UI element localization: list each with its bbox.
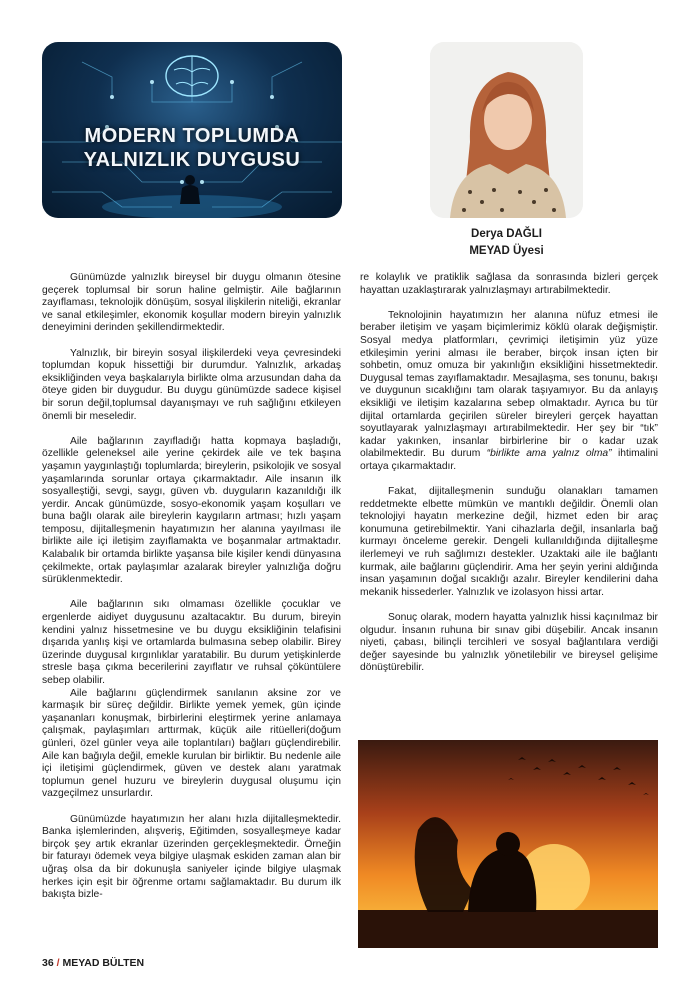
- sunset-illustration: [358, 740, 658, 948]
- paragraph: Aile bağlarının zayıfladığı hatta kopmaya başladığı, özellikle geleneksel aile yerine çekirdek aile ve tek başına yaşamın yaygınlaştığı toplumlarda; bireylerin, psikolojik ve sosyal yaşamlarında sorunlar ortaya çıkarmaktadır. Aile insanın ilk sosyalleştiği, sevgi, saygı, güven vb. duyguların kazanıldığı ilk yerdir. Ancak günümüzde, sosyo-ekonomik yaşam koşulları ve buna bağlı olarak aile bireylerin kaygıların artması; hızlı yaşam temposu, dijitalleşmenin hayatımızın her alanına yayılması ile birlikte aile içi iletişim zayıflamakta ve boşanmalar artmaktadır. Kalabalık bir ortamda birlikte yaşansa bile kişiler kendi dünyasına çekilmekte, ortak paylaşımlar azalarak bireyler yalnızlığa doğru sürüklenmektedir.: [42, 435, 341, 586]
- paragraph: Sonuç olarak, modern hayatta yalnızlık hissi kaçınılmaz bir olgudur. İnsanın ruhuna bir sınav gibi düşebilir. Ancak insanın niyeti, çabası, bilinçli tercihleri ve sosyal bağlantılara verdiği değer sayesinde bu yalnızlık yönetilebilir ve bireysel gelişime dönüştürebilir.: [360, 612, 658, 674]
- quote-after: ihtimalini ortaya çıkarmaktadır.: [360, 448, 658, 472]
- paragraph: re kolaylık ve pratiklik sağlasa da sonrasında bizleri gerçek hayattan uzaklaştırarak yalnızlaşmayı artırabilmektedir.: [360, 272, 658, 296]
- paragraph: Günümüzde yalnızlık bireysel bir duygu olmanın ötesine geçerek toplumsal bir sorun haline gelmiştir. Aile bağlarının zayıflaması, teknolojik dönüşüm, sosyal ilişkilerin niteliği, ekranlar ve sanal etkileşimler, ekonomik koşullar modern bireyin yalnızlık deneyimini derinden şekillendirmektedir.: [42, 272, 341, 334]
- paragraph: Yalnızlık, bir bireyin sosyal ilişkilerdeki veya çevresindeki toplumdan kopuk hissettiği bir durumdur. Yalnızlık, arkadaş eksikliğinden veya başkalarıyla birlikte olma arzusundan daha da öteye giden bir duygudur. Bu duygu günümüzde sadece kişisel bir sorun değil,toplumsal dayanışmayı ve ruh sağlığını etkileyen önemli bir meseledir.: [42, 347, 341, 422]
- quote-italic: “birlikte ama yalnız olma”: [486, 448, 612, 460]
- publication-name: MEYAD BÜLTEN: [62, 957, 145, 969]
- article-column-left: [42, 272, 341, 902]
- hero-title-line2: YALNIZLIK DUYGUSU: [83, 149, 301, 171]
- hero-title: [42, 124, 342, 172]
- author-name: Derya DAĞLI: [471, 228, 542, 240]
- paragraph: Aile bağlarının sıkı olmaması özellikle çocuklar ve ergenlerde aidiyet duygusunu azaltacaktır. Bu durum, bireyin kendini yalnız hissetmesine ve bu duygu eksikliğinin telafisini dışarıda yanlış kişi ve ortamlarda bulmasına sebep olabilir. Birey üzerinde duygusal kırgınlıklar yaratabilir. Bu durum yetişkinlerde stresle başa çıkma becerilerini zayıflatır ve ruhsal çöküntülere sebep olabilir.: [42, 599, 341, 686]
- footer-separator: /: [56, 957, 60, 969]
- paragraph: [360, 310, 658, 474]
- hero-title-line1: MODERN TOPLUMDA: [84, 125, 300, 147]
- paragraph: Fakat, dijitalleşmenin sunduğu olanakları tamamen reddetmekte elbette mümkün ve mantıklı değildir. Önemli olan teknolojiyi hayatın merkezine değil, hizmet eden bir araç konumuna getirebilmektir. Yani cihazlarla değil, insanlarla bağ kurmayı önceleme gerekir. Dengeli kullanıldığında dijitalleşme ilerlemeyi ve ruh sağlımızı destekler. Uzaktaki aile ile bağlantı kurmak, aile bağlarını güçlendirir. Ama her şeyin yerini aldığında insan yaşamının doğal sıcaklığı azalır. Bireyler kendilerini daha mekanik hissederler. Yalnızlık ve izolasyon hissi artar.: [360, 486, 658, 598]
- brain-icon: [166, 56, 218, 96]
- paragraph: Günümüzde hayatımızın her alanı hızla dijitalleşmektedir. Banka işlemlerinden, alışveriş, Eğitimden, sosyalleşmeye kadar birçok şey artık ekranlar üzerinden gerçekleşmektedir. Örneğin bir faturayı ödemek veya bilgiye ulaşmak eskiden zaman alan bir uğraş olsa da bir dokunuşla saniyeler içinde bilgiye ulaşmak herkes için eşit bir öğrenme ortamı sağlamaktadır. Bu durum ilk bakışta bizle-: [42, 813, 341, 901]
- paragraph-text: Teknolojinin hayatımızın her alanına nüfuz etmesi ile beraber iletişim ve yaşam biçimlerimiz köklü olarak değişmiştir. Sosyal medya platformları, çevrimiçi iletişimin yüz yüze etkileşimin yerini alması ile beraber, birçok insan içten bir sohbetin, omuz omuza bir yakınlığın eksikliğini hissetmektedir. Duygusal temas zayıflamaktadır. Mesajlaşma, ses tonunu, bakışı ve duygunun sıcaklığını tam olarak taşıyamıyor. Bu da anlayış eksikliği ve iletişim kazalarına sebep olmaktadır. Ayrıca bu tür dijital ortamlarda geçirilen süreler bireyleri gerçek hayattan soyutlayarak yalnızlaşmayı artırabilmektedir. Her şey bir “tık” kadar yakınken, insanlar birbirlerine bir o kadar uzak olabilmektedir. Bu durum: [360, 309, 658, 460]
- page-footer: [42, 957, 144, 969]
- paragraph: Aile bağlarını güçlendirmek sanılanın aksine zor ve karmaşık bir süreç değildir. Birlikte yemek yemek, gün içinde yaşananları konuşmak, birbirlerini eleştirmek yerine anlamaya çalışmak, paylaşımları arttırmak, küçük aile ritüelleri(doğum günleri, özel günler veya aile toplantıları) bağları güçlendirebilir. Aile kan bağıyla değil, emekle kurulan bir birliktir. Bu nedenle aile içi iletişimi güçlendirmek, güven ve destek alanı yaratmak toplumun genel huzuru ve bireylerin duygusal oluşumu için vazgeçilmez unsurlardır.: [42, 687, 341, 800]
- article-column-right: [360, 272, 658, 675]
- author-photo: [430, 42, 583, 218]
- author-portrait: [430, 42, 583, 218]
- sunset-image: [358, 740, 658, 948]
- author-role: MEYAD Üyesi: [469, 245, 544, 257]
- hero-image: [42, 42, 342, 218]
- sitting-figure: [180, 175, 200, 204]
- page-number: 36: [42, 957, 54, 969]
